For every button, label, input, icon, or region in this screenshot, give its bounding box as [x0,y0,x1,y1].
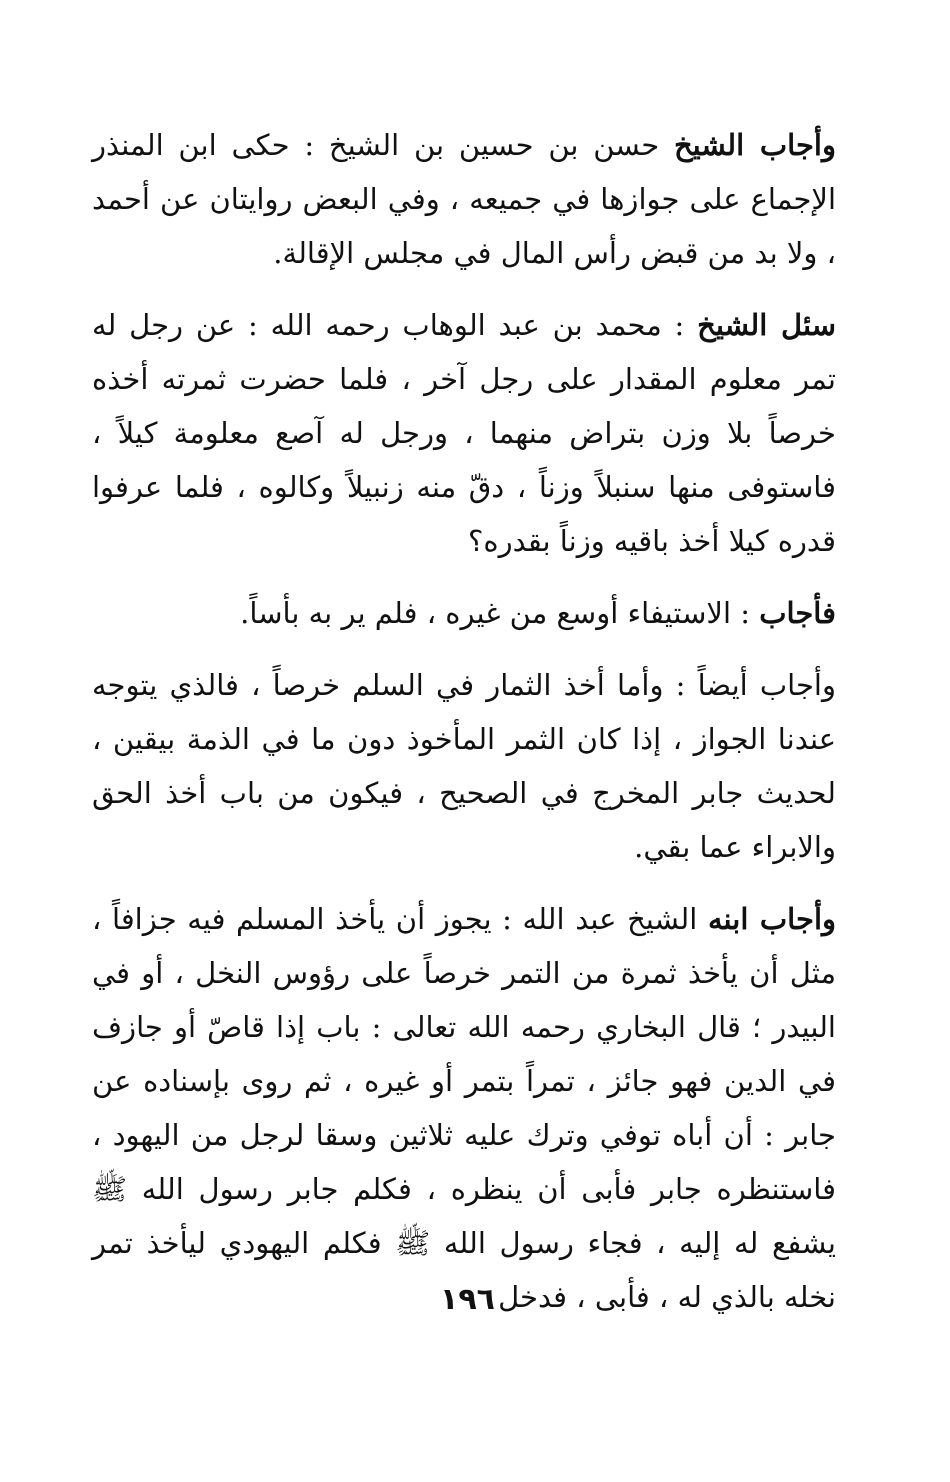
paragraph-text: : محمد بن عبد الوهاب رحمه الله : عن رجل له تمر معلوم المقدار على رجل آخر ، فلما حضرت ثمرته أخذه خرصاً بلا وزن بتراض منهما ، ورجل له آصع معلومة كيلاً ، فاستوفى منها سنبلاً وزناً ، دقّ منه زنبيلاً وكالوه ، فلما عرفوا قدره كيلا أخذ باقيه وزناً بقدره؟ [92,308,836,558]
paragraph-question-muhammad [92,298,836,568]
paragraph-lead: وأجاب الشيخ [673,128,836,162]
paragraph-lead: فأجاب [759,596,836,630]
paragraph-text: الشيخ عبد الله : يجوز أن يأخذ المسلم فيه جزافاً ، مثل أن يأخذ ثمرة من التمر خرصاً على رؤوس النخل ، أو في البيدر ؛ قال البخاري رحمه الله تعالى : باب إذا قاصّ أو جازف في الدين فهو جائز ، تمراً بتمر أو غيره ، ثم روى بإسناده عن جابر : أن أباه توفي وترك عليه ثلاثين وسقا لرجل من اليهود ، فاستنظره جابر فأبى أن ينظره ، فكلم جابر رسول الله ﷺ يشفع له إليه ، فجاء رسول الله ﷺ فكلم اليهودي ليأخذ تمر نخله بالذي له ، فأبى ، فدخل [92,902,836,1314]
page-number: ١٩٦ [440,1282,495,1317]
paragraph-lead: سئل الشيخ [697,308,837,342]
paragraph-answer-also [92,658,836,874]
body-text [92,118,836,1324]
paragraph-text: حسن بن حسين بن الشيخ : حكى ابن المنذر الإجماع على جوازها في جميعه ، وفي البعض روايتان عن أحمد ، ولا بد من قبض رأس المال في مجلس الإقالة. [92,128,836,270]
paragraph-answer-short [92,586,836,640]
paragraph-lead: وأجاب ابنه [707,902,837,936]
paragraph-text: وأجاب أيضاً : وأما أخذ الثمار في السلم خرصاً ، فالذي يتوجه عندنا الجواز ، إذا كان الثمر المأخوذ دون ما في الذمة بيقين ، لحديث جابر المخرج في الصحيح ، فيكون من باب أخذ الحق والابراء عما بقي. [92,668,836,864]
paragraph-answer-hasan [92,118,836,280]
paragraph-text: : الاستيفاء أوسع من غيره ، فلم ير به بأساً. [240,596,760,630]
paragraph-answer-son [92,892,836,1324]
